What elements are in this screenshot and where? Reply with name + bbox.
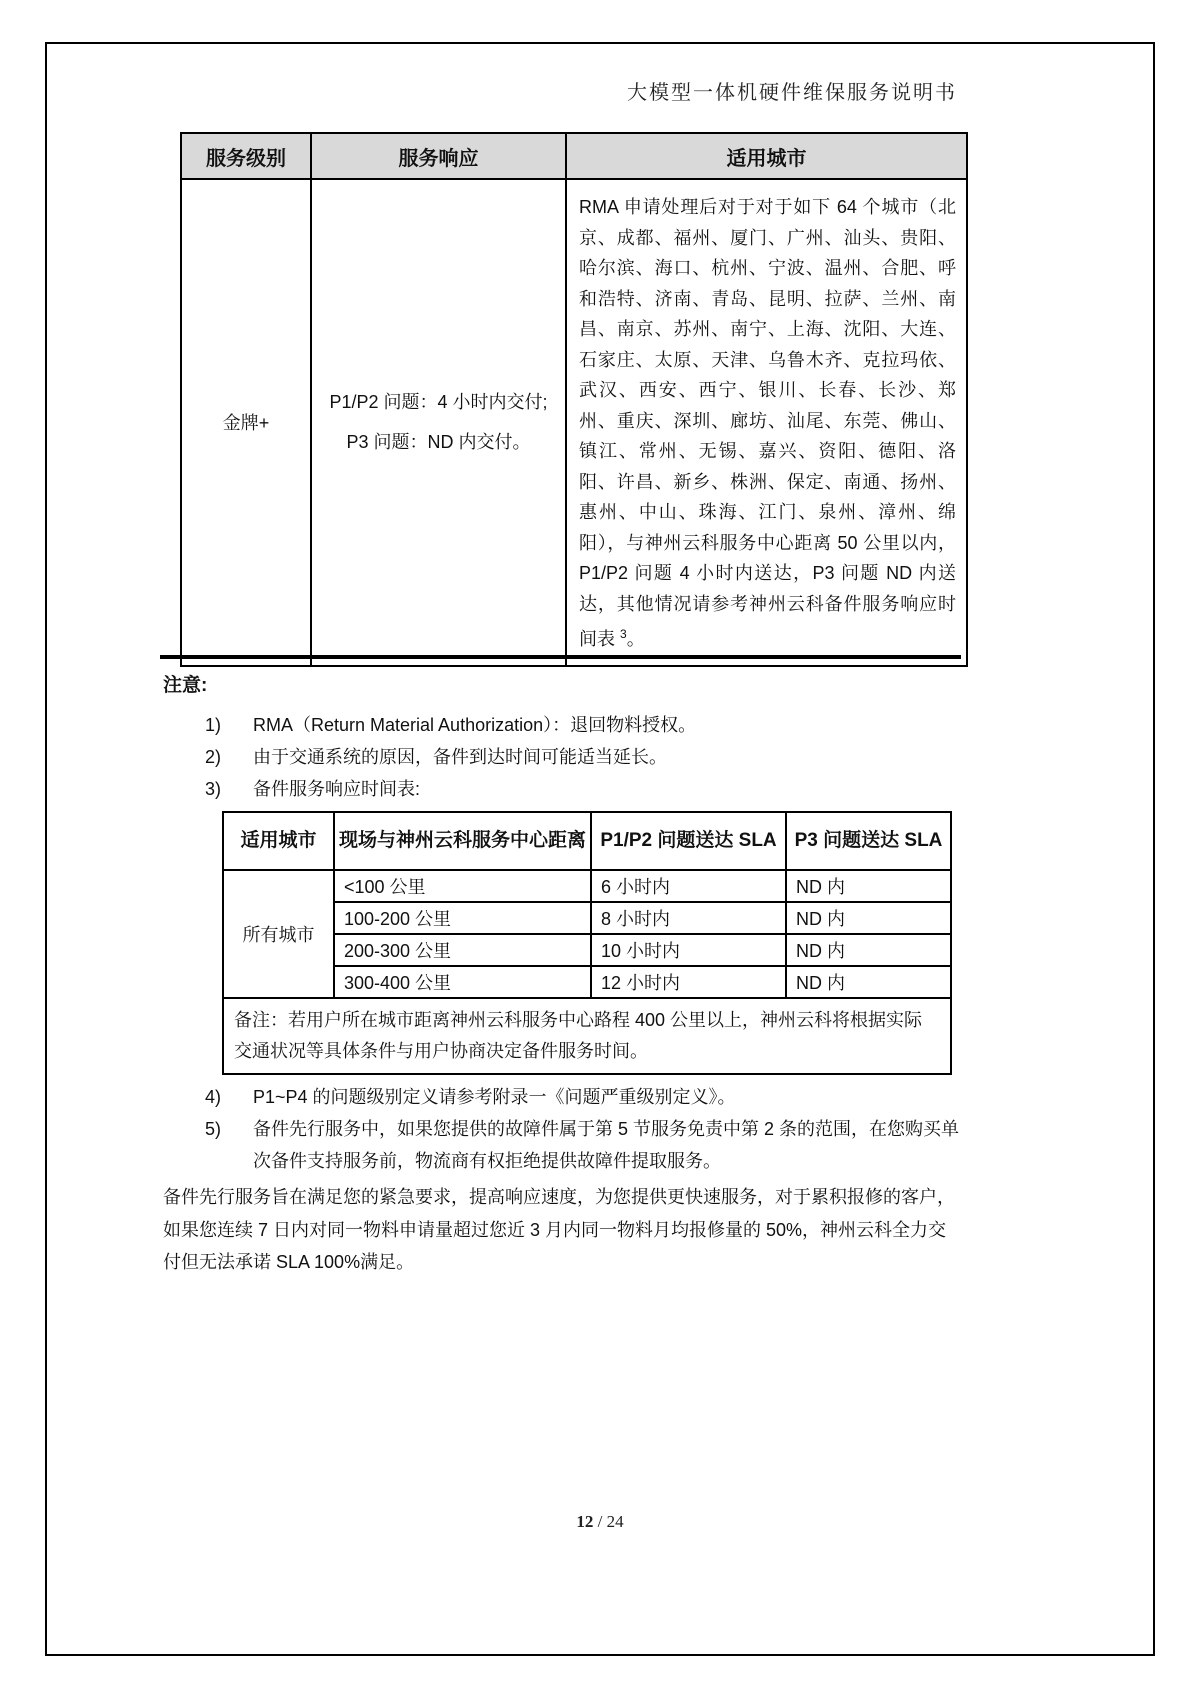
notes-section — [163, 670, 963, 1279]
sla-row-1-p3: ND 内 — [786, 870, 951, 902]
note-item-3 — [163, 773, 963, 805]
service-level-value: 金牌+ — [181, 179, 311, 666]
spare-parts-sla-table — [222, 811, 952, 1075]
applicable-cities-text-end: 。 — [626, 629, 645, 649]
service-response-cell — [311, 179, 566, 666]
service-table-header-cities: 适用城市 — [566, 133, 967, 179]
page-footer — [40, 1512, 1160, 1532]
applicable-cities-cell — [566, 179, 967, 666]
sla-row-2-p3: ND 内 — [786, 902, 951, 934]
service-level-table — [180, 132, 968, 667]
note-item-3-number: 3) — [205, 779, 222, 799]
sla-table-row-1 — [223, 870, 951, 902]
sla-row-4-p3: ND 内 — [786, 966, 951, 998]
footer-page-number: 12 — [576, 1512, 594, 1531]
sla-table-remark-row — [223, 998, 951, 1074]
note-item-5 — [163, 1113, 963, 1177]
sla-row-3-p1p2: 10 小时内 — [591, 934, 786, 966]
note-item-3-text: 备件服务响应时间表: — [253, 779, 421, 799]
section-divider-rule — [160, 655, 961, 659]
footer-total-pages: 24 — [606, 1512, 624, 1531]
note-item-1 — [163, 709, 963, 741]
sla-row-3-p3: ND 内 — [786, 934, 951, 966]
note-item-2-number: 2) — [205, 747, 222, 767]
note-item-5-number: 5) — [205, 1119, 222, 1139]
notes-heading: 注意: — [163, 675, 208, 696]
document-header-title: 大模型一体机硬件维保服务说明书 — [627, 82, 957, 104]
sla-header-p1p2: P1/P2 问题送达 SLA — [591, 812, 786, 870]
service-response-p1p2: P1/P2 问题：4 小时内交付; — [329, 392, 548, 413]
sla-row-4-distance: 300-400 公里 — [334, 966, 591, 998]
note-item-5-text: 备件先行服务中，如果您提供的故障件属于第 5 节服务免责中第 2 条的范围，在您购买单次备件支持服务前，物流商有权拒绝提供故障件提取服务。 — [253, 1119, 960, 1171]
footnote-marker-3: 3 — [620, 627, 627, 641]
sla-row-1-distance: <100 公里 — [334, 870, 591, 902]
applicable-cities-text: RMA 申请处理后对于对于如下 64 个城市（北京、成都、福州、厦门、广州、汕头、贵阳、哈尔滨、海口、杭州、宁波、温州、合肥、呼和浩特、济南、青岛、昆明、拉萨、兰州、南昌、南京、苏州、南宁、上海、沈阳、大连、石家庄、太原、天津、乌鲁木齐、克拉玛依、武汉、西安、西宁、银川、长春、长沙、郑州、重庆、深圳、廊坊、汕尾、东莞、佛山、镇江、常州、无锡、嘉兴、资阳、德阳、洛阳、许昌、新乡、株洲、保定、南通、扬州、惠州、中山、珠海、江门、泉州、漳州、绵阳），与神州云科服务中心距离 50 公里以内，P1/P2 问题 4 小时内送达，P3 问题 ND 内送达，其他情况请参考神州云科备件服务响应时间表 — [579, 197, 956, 649]
note-item-4-number: 4) — [205, 1087, 222, 1107]
note-item-1-text: RMA（Return Material Authorization）：退回物料授权。 — [253, 715, 697, 735]
sla-header-city: 适用城市 — [223, 812, 334, 870]
sla-table-header-row — [223, 812, 951, 870]
closing-paragraph: 备件先行服务旨在满足您的紧急要求，提高响应速度，为您提供更快速服务，对于累积报修的客户，如果您连续 7 日内对同一物料申请量超过您近 3 月内同一物料月均报修量的 50%，神州云科全力交付但无法承诺 SLA 100%满足。 — [163, 1187, 955, 1272]
service-table-header-row — [181, 133, 967, 179]
note-item-4 — [163, 1081, 963, 1113]
service-table-header-response: 服务响应 — [311, 133, 566, 179]
sla-row-label-all-cities: 所有城市 — [223, 870, 334, 998]
footer-separator: / — [593, 1512, 607, 1531]
service-table-header-level: 服务级别 — [181, 133, 311, 179]
note-item-1-number: 1) — [205, 715, 222, 735]
note-item-2 — [163, 741, 963, 773]
service-table-row-gold-plus — [181, 179, 967, 666]
sla-row-1-p1p2: 6 小时内 — [591, 870, 786, 902]
service-response-p3: P3 问题：ND 内交付。 — [346, 432, 531, 453]
sla-row-2-p1p2: 8 小时内 — [591, 902, 786, 934]
sla-remark-text: 备注：若用户所在城市距离神州云科服务中心路程 400 公里以上，神州云科将根据实际交通状况等具体条件与用户协商决定备件服务时间。 — [223, 998, 951, 1074]
sla-row-4-p1p2: 12 小时内 — [591, 966, 786, 998]
sla-row-2-distance: 100-200 公里 — [334, 902, 591, 934]
sla-row-3-distance: 200-300 公里 — [334, 934, 591, 966]
note-item-2-text: 由于交通系统的原因，备件到达时间可能适当延长。 — [253, 747, 667, 767]
sla-header-p3: P3 问题送达 SLA — [786, 812, 951, 870]
sla-header-distance: 现场与神州云科服务中心距离 — [334, 812, 591, 870]
note-item-4-text: P1~P4 的问题级别定义请参考附录一《问题严重级别定义》。 — [253, 1087, 736, 1107]
